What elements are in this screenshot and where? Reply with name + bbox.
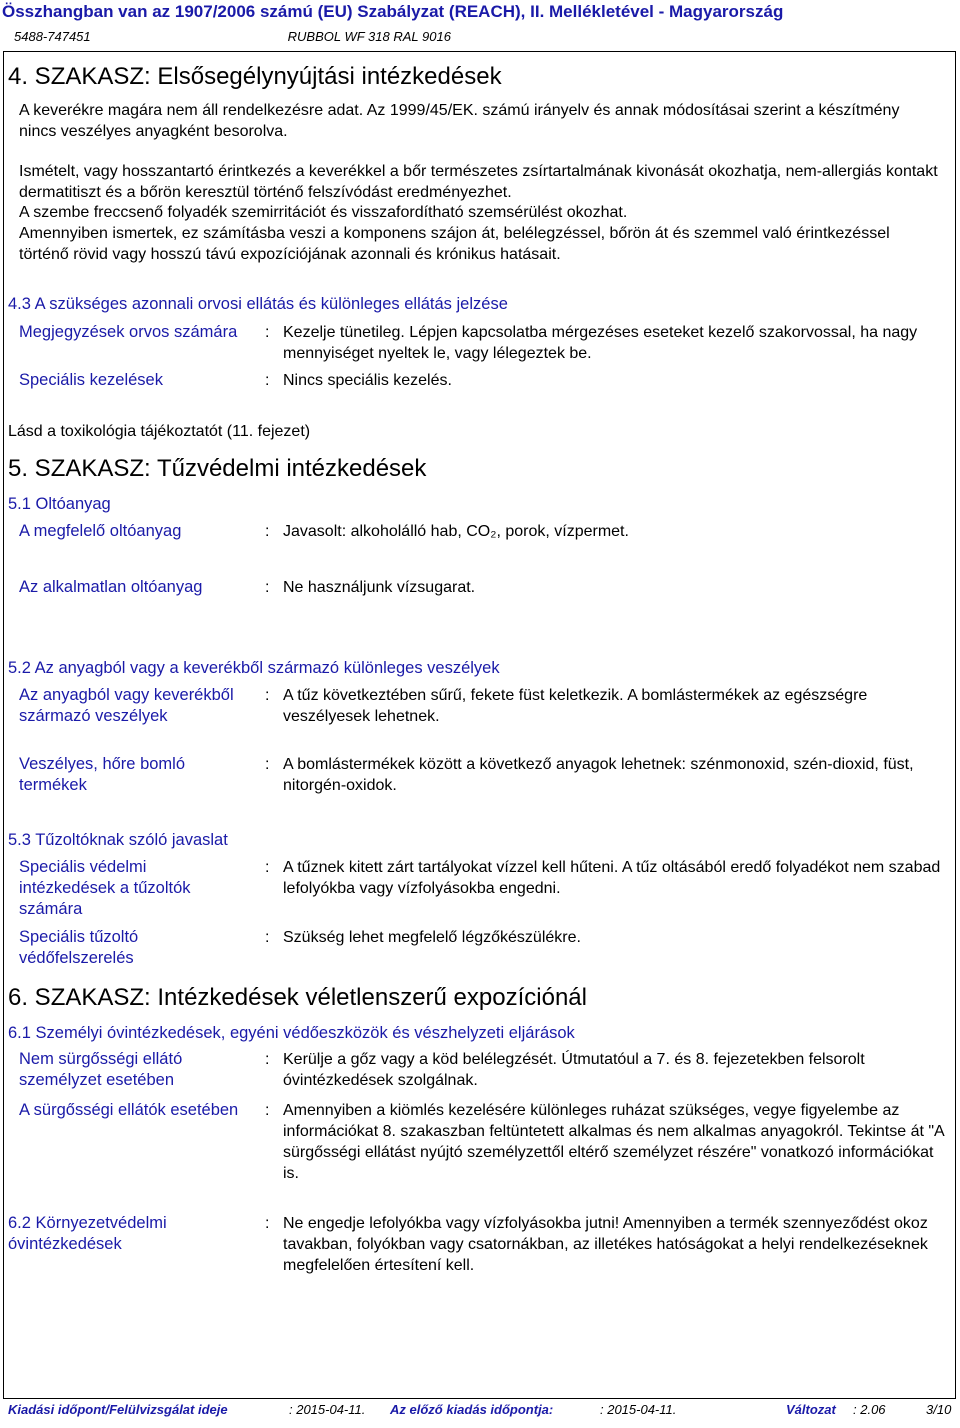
subsection-5-2-heading: 5.2 Az anyagból vagy a keverékből származó különleges veszélyek [8, 659, 500, 677]
product-code: 5488-747451 [14, 29, 91, 44]
footer-page-number: 3/10 [926, 1402, 952, 1417]
label-firefighter-protective-equipment: Speciális tűzoltó védőfelszerelés [19, 928, 139, 967]
label-notes-for-physician: Megjegyzések orvos számára [19, 323, 238, 341]
value-non-emergency-personnel: Kerülje a gőz vagy a köd belélegzését. Útmutatóul a 7. és 8. fejezetekben felsorolt óvintézkedések szolgálnak. [283, 1051, 865, 1089]
value-emergency-responders: Amennyiben a kiömlés kezelésére különleges ruházat szükséges, vegye figyelembe az információkat 8. szakaszban feltüntetett alkalmas és nem alkalmas anyagokról. Tekintse át "A sürgősségi ellátást nyújtó személyzettől eltérő személyzet részére" vonatkozó információkat is. [283, 1102, 944, 1182]
toxicology-reference-note: Lásd a toxikológia tájékoztatót (11. fejezet) [8, 423, 311, 440]
subsection-5-3-heading: 5.3 Tűzoltóknak szóló javaslat [8, 831, 228, 849]
subsection-4-3-heading: 4.3 A szükséges azonnali orvosi ellátás és különleges ellátás jelzése [8, 295, 508, 313]
label-non-emergency-personnel: Nem sürgősségi ellátó személyzet esetében [19, 1050, 183, 1089]
value-special-treatments: Nincs speciális kezelés. [283, 372, 452, 389]
colon-separator: : [265, 1051, 270, 1068]
footer-version-label: Változat [786, 1402, 836, 1417]
subsection-6-1-heading: 6.1 Személyi óvintézkedések, egyéni védőeszközök és vészhelyzeti eljárások [8, 1024, 575, 1042]
colon-separator: : [265, 929, 270, 946]
footer-previous-date-value: : 2015-04-11. [600, 1402, 677, 1417]
product-name: RUBBOL WF 318 RAL 9016 [287, 29, 451, 44]
colon-separator: : [265, 523, 270, 540]
section-5-heading: 5. SZAKASZ: Tűzvédelmi intézkedések [8, 455, 427, 482]
label-hazardous-decomposition-products: Veszélyes, hőre bomló termékek [19, 755, 186, 794]
colon-separator: : [265, 756, 270, 773]
label-hazards-from-substance: Az anyagból vagy keverékből származó veszélyek [19, 686, 234, 725]
footer-previous-date-label: Az előző kiadás időpontja: [390, 1402, 554, 1417]
value-environmental-precautions: Ne engedje lefolyókba vagy vízfolyásokba jutni! Amennyiben a termék szennyeződést okoz tavakban, folyókban vagy csatornákban, az illetékes hatóságokat a helyi rendelkezéseknek megfelelően értesítení kell. [283, 1215, 928, 1274]
colon-separator: : [265, 687, 270, 704]
section-4-paragraph-1: A keverékre magára nem áll rendelkezésre adat. Az 1999/45/EK. számú irányelv és annak módosításai szerint a készítmény nincs veszélyes anyagként besorolva. [19, 102, 900, 140]
label-special-treatments: Speciális kezelések [19, 371, 163, 389]
document-header-title: Összhangban van az 1907/2006 számú (EU) Szabályzat (REACH), II. Mellékletével - Magyarország [2, 2, 784, 21]
label-firefighter-special-measures: Speciális védelmi intézkedések a tűzoltók számára [19, 858, 191, 918]
footer-issue-date-value: : 2015-04-11. [289, 1402, 366, 1417]
colon-separator: : [265, 372, 270, 389]
section-6-heading: 6. SZAKASZ: Intézkedések véletlenszerű expozíciónál [8, 984, 587, 1011]
value-firefighter-special-measures: A tűznek kitett zárt tartályokat vízzel kell hűteni. A tűz oltásából eredő folyadékot nem szabad lefolyókba vagy vízfolyásokba engedni. [283, 859, 941, 897]
value-suitable-extinguishing-media: Javasolt: alkoholálló hab, CO₂, porok, vízpermet. [283, 523, 629, 540]
label-unsuitable-extinguishing-media: Az alkalmatlan oltóanyag [19, 578, 203, 596]
colon-separator: : [265, 859, 270, 876]
section-4-paragraph-4: Amennyiben ismertek, ez számításba veszi a komponens szájon át, belélegzéssel, bőrön át és szemmel való érintkezéssel történő rövid vagy hosszú távú expozíciójának azonnali és krónikus hatásait. [19, 225, 890, 263]
footer-version-value: : 2.06 [853, 1402, 886, 1417]
colon-separator: : [265, 579, 270, 596]
colon-separator: : [265, 1215, 270, 1232]
section-4-paragraph-3: A szembe freccsenő folyadék szemirritációt és visszafordítható szemsérülést okozhat. [19, 204, 628, 221]
colon-separator: : [265, 1102, 270, 1119]
value-hazards-from-substance: A tűz következtében sűrű, fekete füst keletkezik. A bomlástermékek az egészségre veszélyesek lehetnek. [283, 687, 868, 725]
value-notes-for-physician: Kezelje tünetileg. Lépjen kapcsolatba mérgezéses eseteket kezelő szakorvossal, ha nagy mennyiséget nyeltek le, vagy lélegeztek be. [283, 324, 918, 362]
value-firefighter-protective-equipment: Szükség lehet megfelelő légzőkészülékre. [283, 929, 581, 946]
value-hazardous-decomposition-products: A bomlástermékek között a következő anyagok lehetnek: szénmonoxid, szén-dioxid, füst, nitorgén-oxidok. [283, 756, 914, 794]
section-4-heading: 4. SZAKASZ: Elsősegélynyújtási intézkedések [8, 63, 502, 90]
page-footer [8, 1397, 953, 1419]
value-unsuitable-extinguishing-media: Ne használjunk vízsugarat. [283, 579, 476, 596]
label-environmental-precautions: 6.2 Környezetvédelmi óvintézkedések [8, 1214, 167, 1253]
colon-separator: : [265, 324, 270, 341]
header-meta [14, 29, 451, 44]
section-4-paragraph-2: Ismételt, vagy hosszantartó érintkezés a keverékkel a bőr természetes zsírtartalmának kivonását okozhatja, nem-allergiás kontakt dermatitiszt és a bőrön keresztül történő felszívódást eredményezhet. [19, 163, 938, 201]
label-emergency-responders: A sürgősségi ellátók esetében [19, 1101, 239, 1119]
footer-issue-date-label: Kiadási időpont/Felülvizsgálat ideje [8, 1402, 228, 1417]
label-suitable-extinguishing-media: A megfelelő oltóanyag [19, 522, 182, 540]
subsection-5-1-heading: 5.1 Oltóanyag [8, 495, 111, 513]
